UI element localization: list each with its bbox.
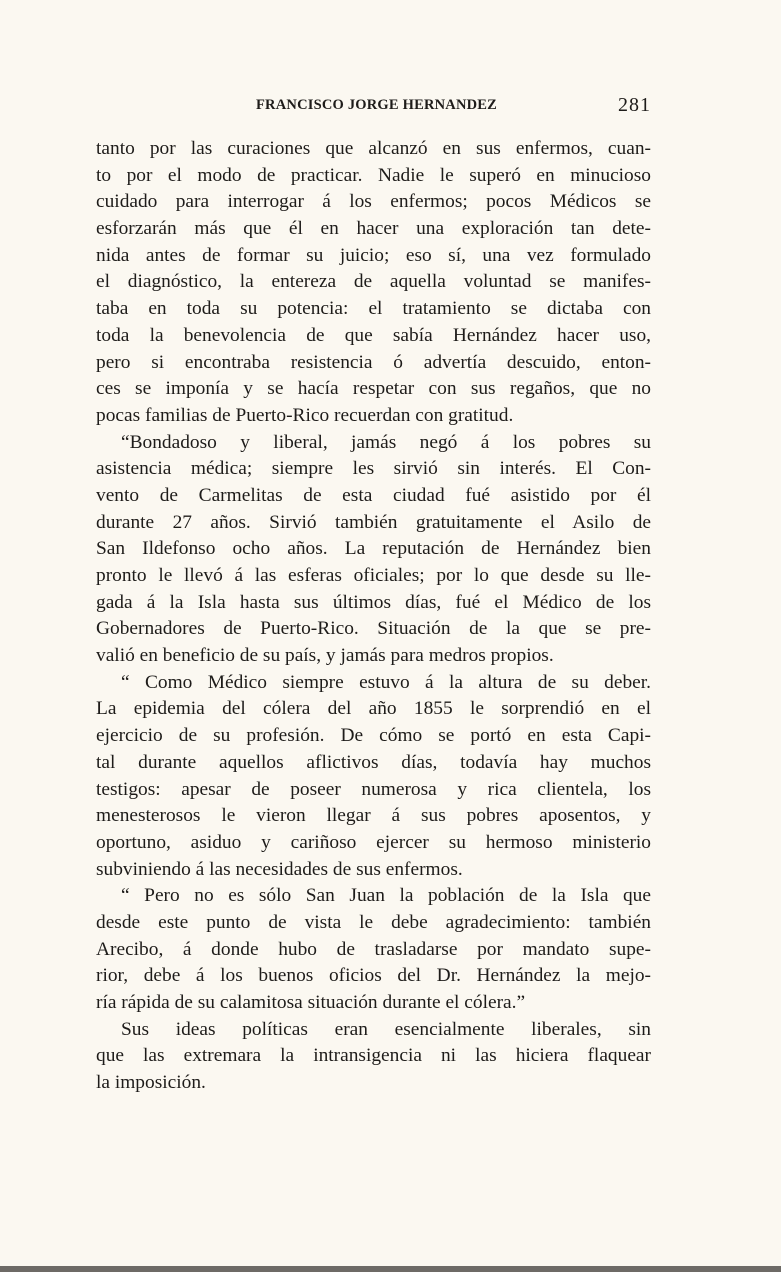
text-line: pero si encontraba resistencia ó advertía descuido, enton-: [96, 351, 651, 373]
text-line: pocas familias de Puerto-Rico recuerdan con gratitud.: [96, 404, 514, 426]
text-line: cuidado para interrogar á los enfermos; pocos Médicos se: [96, 191, 651, 213]
paragraph: [96, 1017, 651, 1097]
text-line: la imposición.: [96, 1072, 206, 1094]
text-line: “Bondadoso y liberal, jamás negó á los pobres su: [121, 431, 651, 453]
paragraph: [96, 670, 651, 884]
page-number: 281: [618, 94, 651, 116]
paragraph: [96, 883, 651, 1016]
text-line: La epidemia del cólera del año 1855 le sorprendió en el: [96, 698, 651, 720]
text-line: “ Pero no es sólo San Juan la población de la Isla que: [121, 885, 651, 907]
text-line: “ Como Médico siempre estuvo á la altura de su deber.: [121, 671, 651, 693]
text-line: menesterosos le vieron llegar á sus pobres aposentos, y: [96, 805, 651, 827]
text-line: gada á la Isla hasta sus últimos días, fué el Médico de los: [96, 591, 651, 613]
text-line: oportuno, asiduo y cariñoso ejercer su hermoso ministerio: [96, 831, 651, 853]
text-line: esforzarán más que él en hacer una exploración tan dete-: [96, 218, 651, 240]
text-line: ría rápida de su calamitosa situación durante el cólera.”: [96, 992, 526, 1013]
body-text: [96, 136, 651, 1097]
text-line: tanto por las curaciones que alcanzó en sus enfermos, cuan-: [96, 138, 651, 159]
paragraph: [96, 136, 651, 430]
running-title: FRANCISCO JORGE HERNANDEZ: [256, 97, 498, 113]
text-line: vento de Carmelitas de esta ciudad fué asistido por él: [96, 484, 651, 506]
text-line: asistencia médica; siempre les sirvió sin interés. El Con-: [96, 458, 651, 480]
text-line: testigos: apesar de poseer numerosa y rica clientela, los: [96, 778, 651, 800]
paragraph: [96, 430, 651, 670]
text-line: Sus ideas políticas eran esencialmente liberales, sin: [121, 1018, 651, 1040]
bottom-edge: [0, 1266, 781, 1272]
text-line: desde este punto de vista le debe agradecimiento: también: [96, 911, 651, 933]
text-line: el diagnóstico, la entereza de aquella voluntad se manifes-: [96, 271, 651, 293]
text-line: nida antes de formar su juicio; eso sí, una vez formulado: [96, 244, 651, 266]
text-line: San Ildefonso ocho años. La reputación de Hernández bien: [96, 538, 651, 560]
running-head: [96, 94, 651, 121]
text-line: rior, debe á los buenos oficios del Dr. Hernández la mejo-: [96, 965, 651, 987]
text-line: taba en toda su potencia: el tratamiento se dictaba con: [96, 298, 651, 320]
text-line: valió en beneficio de su país, y jamás para medros propios.: [96, 645, 554, 667]
text-line: tal durante aquellos aflictivos días, todavía hay muchos: [96, 751, 651, 773]
text-line: durante 27 años. Sirvió también gratuitamente el Asilo de: [96, 511, 651, 533]
text-line: to por el modo de practicar. Nadie le superó en minucioso: [96, 164, 651, 186]
text-line: subviniendo á las necesidades de sus enfermos.: [96, 858, 463, 880]
text-line: Gobernadores de Puerto-Rico. Situación de la que se pre-: [96, 618, 651, 640]
text-line: pronto le llevó á las esferas oficiales; por lo que desde su lle-: [96, 565, 651, 586]
text-line: ejercicio de su profesión. De cómo se portó en esta Capi-: [96, 725, 651, 747]
text-line: que las extremara la intransigencia ni las hiciera flaquear: [96, 1045, 651, 1067]
text-line: Arecibo, á donde hubo de trasladarse por mandato supe-: [96, 938, 651, 960]
text-line: ces se imponía y se hacía respetar con sus regaños, que no: [96, 378, 651, 400]
text-line: toda la benevolencia de que sabía Hernández hacer uso,: [96, 324, 651, 346]
